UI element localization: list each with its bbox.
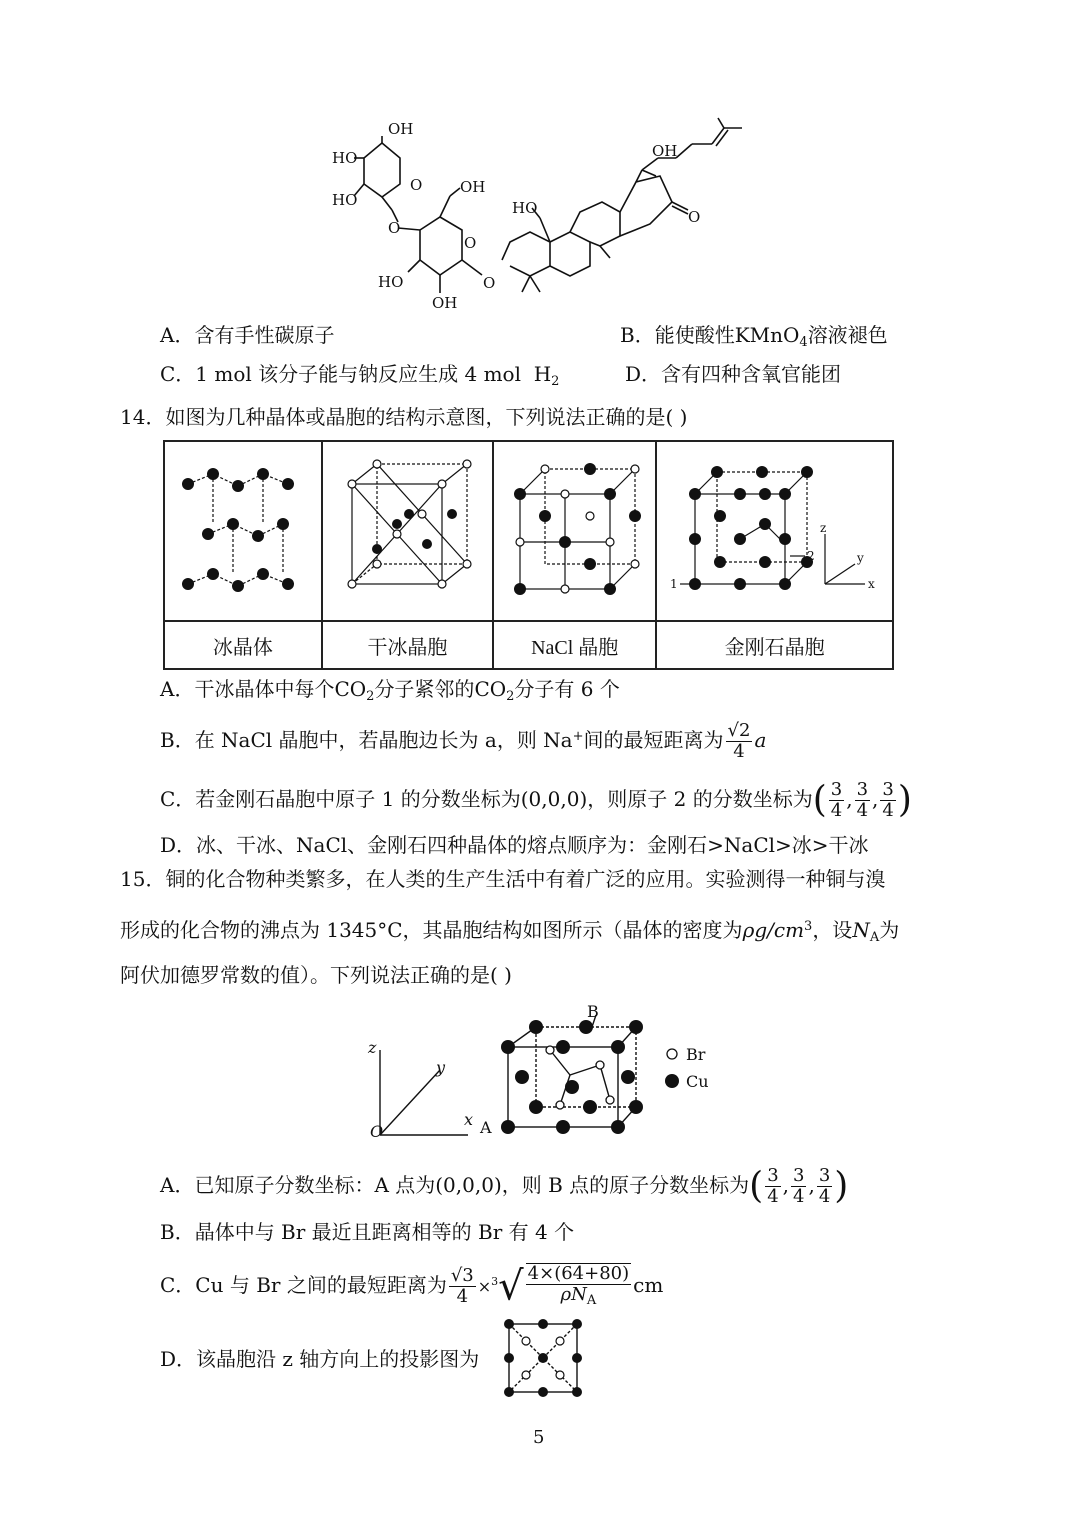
q14-option-a[interactable] xyxy=(160,676,620,710)
q15-stem-line3: 阿伏加德罗常数的值）。下列说法正确的是( ) xyxy=(120,963,512,987)
q15-option-d[interactable]: D．该晶胞沿 z 轴方向上的投影图为 xyxy=(160,1347,480,1371)
q15-a-lparen: ( xyxy=(749,1165,764,1207)
glycoside-structure xyxy=(320,110,770,320)
q15-l2-na-sub: A xyxy=(869,930,880,945)
diamond-axis-y: y xyxy=(856,550,864,565)
q14-b-var: a xyxy=(754,728,767,752)
q13-b-post: 溶液褪色 xyxy=(807,323,888,347)
diamond-cell-figure xyxy=(665,454,885,604)
fig-origin: O xyxy=(370,1122,384,1141)
q15-c-root-den: ρN xyxy=(560,1283,587,1305)
q15-l2-post: 为 xyxy=(879,918,900,942)
q14-a-co2b: CO xyxy=(474,677,507,701)
q13-c-sub: 2 xyxy=(551,374,560,389)
q14-a-sub: 2 xyxy=(366,689,375,704)
fig-axis-x: x xyxy=(464,1110,474,1129)
mol-label: HO xyxy=(378,273,404,291)
q14-c-coord1: (0,0,0) xyxy=(520,787,588,811)
q14-a-co2: CO xyxy=(334,677,367,701)
q14-c-fy-num: 3 xyxy=(856,779,869,800)
label-nacl: NaCl 晶胞 xyxy=(493,621,656,669)
q15-c-root-den-wrap xyxy=(526,1285,631,1311)
legend-br: Br xyxy=(686,1045,706,1064)
mol-label: O xyxy=(410,176,423,194)
q14-b-num: √2 xyxy=(727,720,751,741)
mol-label: HO xyxy=(332,149,358,167)
q15-a-fx-den: 4 xyxy=(767,1186,779,1207)
q13-option-c[interactable] xyxy=(160,361,559,395)
q14-c-pre: C．若金刚石晶胞中原子 1 的分数坐标为 xyxy=(160,787,521,811)
q14-a-post: 分子有 6 个 xyxy=(514,677,620,701)
q14-c-lparen: ( xyxy=(812,779,827,821)
cubr-cell-figure xyxy=(360,1005,720,1145)
q14-c-fz-num: 3 xyxy=(882,779,894,800)
q14-option-d[interactable]: D．冰、干冰、NaCl、金刚石四种晶体的熔点顺序为：金刚石>NaCl>冰>干冰 xyxy=(160,833,869,857)
q15-l2-rho: ρg/cm xyxy=(742,918,805,942)
q15-a-rparen: ) xyxy=(834,1165,849,1207)
q15-a-fx-num: 3 xyxy=(767,1165,779,1186)
q15-option-c[interactable] xyxy=(160,1253,663,1316)
q15-a-fy-num: 3 xyxy=(793,1165,805,1186)
q14-b-sup: + xyxy=(572,729,584,744)
q15-stem-line1: 15．铜的化合物种类繁多，在人类的生产生活中有着广泛的应用。实验测得一种铜与溴 xyxy=(120,867,886,891)
q15-c-den: 4 xyxy=(456,1286,469,1307)
label-dry-ice: 干冰晶胞 xyxy=(322,621,493,669)
mol-label: HO xyxy=(332,191,358,209)
q14-option-b[interactable] xyxy=(160,712,766,765)
label-diamond: 金刚石晶胞 xyxy=(656,621,893,669)
q13-b-pre: B．能使酸性 xyxy=(620,323,735,347)
mol-label: HO xyxy=(512,199,538,217)
q14-a-mid: 分子紧邻的 xyxy=(374,677,475,701)
nacl-cell-figure xyxy=(505,454,645,604)
q13-c-formula: H xyxy=(533,362,552,386)
q14-c-rparen: ) xyxy=(897,779,912,821)
mol-label: OH xyxy=(432,294,458,312)
q15-a-frac-y xyxy=(791,1166,806,1207)
q15-stem-line2 xyxy=(120,914,899,951)
q15-a-fz-den: 4 xyxy=(818,1186,831,1207)
q14-c-frac-y xyxy=(855,780,870,821)
page-number: 5 xyxy=(533,1427,545,1448)
mol-label: OH xyxy=(388,120,414,138)
nacl-image-cell xyxy=(493,441,656,621)
q13-b-formula: KMnO xyxy=(734,323,800,347)
ice-image-cell xyxy=(164,441,322,621)
q15-c-root-fraction xyxy=(526,1263,631,1311)
crystal-table xyxy=(163,440,894,670)
mol-label: O xyxy=(464,234,477,252)
label-ice: 冰晶体 xyxy=(164,621,322,669)
q15-l2-mid: ，设 xyxy=(812,918,853,942)
mol-label: OH xyxy=(460,178,486,196)
mol-label: O xyxy=(688,208,701,226)
q14-a-pre: A．干冰晶体中每个 xyxy=(160,677,335,701)
q14-c-mid: ，则原子 2 的分数坐标为 xyxy=(587,787,813,811)
q15-c-pre: C．Cu 与 Br 之间的最短距离为 xyxy=(160,1273,447,1297)
dry-ice-cell-figure xyxy=(337,454,477,604)
q15-a-fz-num: 3 xyxy=(818,1165,831,1186)
q15-option-a[interactable]: A．已知原子分数坐标：A 点为(0,0,0)，则 B 点的原子分数坐标为( $\frac{3}{4}$ , $\frac{3}{4}$ , $\frac{3}{4}$ ) xyxy=(160,1165,849,1207)
q13-option-d[interactable]: D．含有四种含氧官能团 xyxy=(625,362,842,386)
mol-label: OH xyxy=(652,142,678,160)
q15-a-fy-den: 4 xyxy=(793,1186,805,1207)
q14-option-c[interactable]: C．若金刚石晶胞中原子 1 的分数坐标为(0,0,0)，则原子 2 的分数坐标为( $\frac{3}{4}$ , $\frac{3}{4}$ , $\frac{3}{4}$ ) xyxy=(160,779,912,821)
diamond-point-1: 1 xyxy=(669,576,678,591)
diamond-image-cell xyxy=(656,441,893,621)
q13-option-b[interactable] xyxy=(620,322,888,356)
fig-axis-z: z xyxy=(368,1038,377,1057)
q15-a-mid: ，则 B 点的原子分数坐标为 xyxy=(501,1173,750,1197)
q15-c-root-den-sub: A xyxy=(586,1292,597,1308)
q15-c-radical: √ xyxy=(498,1263,524,1310)
q14-c-frac-x xyxy=(829,780,844,821)
q13-b-sub: 4 xyxy=(799,335,808,350)
q14-c-fz-den: 4 xyxy=(882,800,894,821)
q14-c-frac-z xyxy=(880,780,895,821)
q15-l2-pre: 形成的化合物的沸点为 1345°C，其晶胞结构如图所示（晶体的密度为 xyxy=(120,918,743,942)
q14-b-mid: 间的最短距离为 xyxy=(583,728,724,752)
legend-cu: Cu xyxy=(686,1072,709,1091)
q15-a-coord: (0,0,0) xyxy=(435,1173,502,1197)
diamond-point-2: 2 xyxy=(806,548,815,563)
q15-c-fraction xyxy=(449,1266,476,1307)
mol-label: O xyxy=(388,219,401,237)
q15-option-b[interactable]: B．晶体中与 Br 最近且距离相等的 Br 有 4 个 xyxy=(160,1220,575,1244)
q14-c-fy-den: 4 xyxy=(856,800,869,821)
q14-b-den: 4 xyxy=(733,741,745,762)
q15-c-times: × xyxy=(477,1277,492,1296)
q14-b-fraction xyxy=(726,721,753,762)
q15-a-frac-x xyxy=(765,1166,780,1207)
q15-c-unit: cm xyxy=(633,1273,664,1297)
q13-option-a[interactable]: A．含有手性碳原子 xyxy=(160,323,335,347)
q14-c-fx-num: 3 xyxy=(830,779,843,800)
q15-c-root-index: 3 xyxy=(491,1275,499,1288)
mol-label: O xyxy=(483,274,496,292)
q15-a-pre: A．已知原子分数坐标：A 点为 xyxy=(160,1173,436,1197)
fig-point-b: B xyxy=(587,1005,599,1021)
diamond-axis-z: z xyxy=(819,520,826,535)
q13-c-pre: C．1 mol 该分子能与钠反应生成 4 mol xyxy=(160,362,521,386)
fig-axis-y: y xyxy=(436,1058,446,1077)
q15-c-num: √3 xyxy=(450,1265,474,1286)
q15-l2-sup: 3 xyxy=(804,919,813,934)
q14-c-fx-den: 4 xyxy=(830,800,843,821)
fig-point-a: A xyxy=(480,1118,492,1137)
q15-a-frac-z xyxy=(817,1166,832,1207)
q14-stem: 14．如图为几种晶体或晶胞的结构示意图，下列说法正确的是( ) xyxy=(120,405,688,429)
projection-figure xyxy=(500,1318,586,1398)
q15-l2-na: N xyxy=(852,918,870,942)
ice-crystal-figure xyxy=(178,454,308,604)
q14-a-subb: 2 xyxy=(506,689,515,704)
dry-ice-image-cell xyxy=(322,441,493,621)
diamond-axis-x: x xyxy=(867,576,875,591)
q14-b-pre: B．在 NaCl 晶胞中，若晶胞边长为 a，则 Na xyxy=(160,728,573,752)
q15-c-root-num: 4×(64+80) xyxy=(527,1262,630,1284)
